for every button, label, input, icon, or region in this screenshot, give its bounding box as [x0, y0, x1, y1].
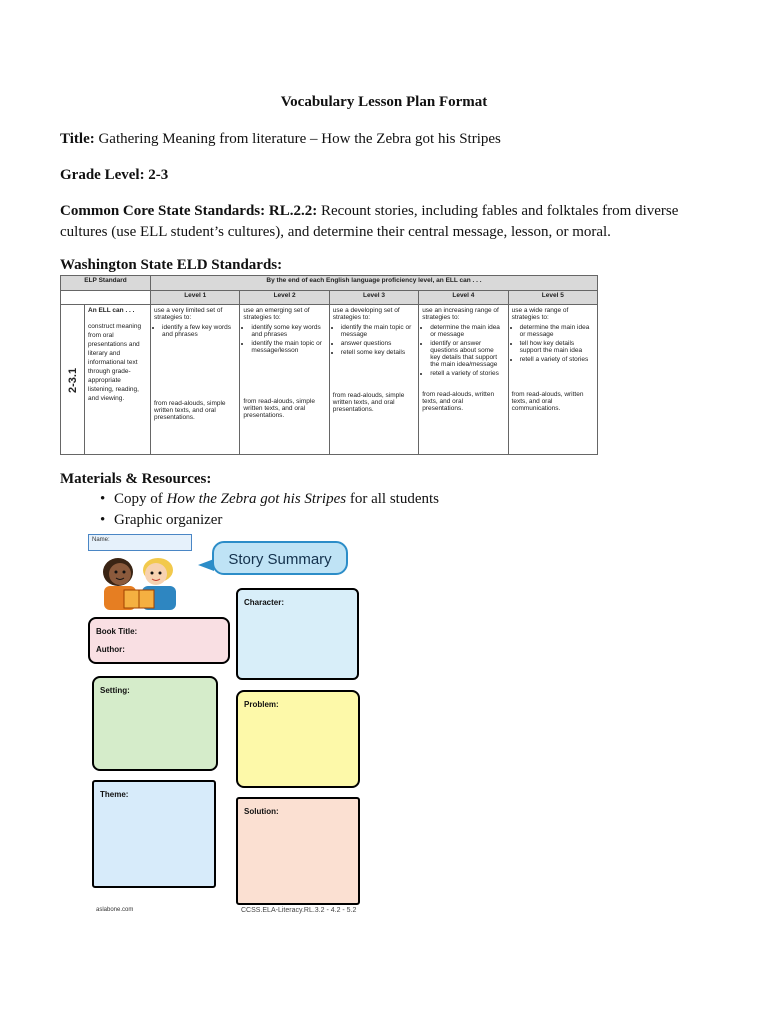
ccss-text: Recount stories, including fables and folktales from diverse cultures (use ELL student’s cultures), and determine their central message, lesson, or moral. — [60, 203, 679, 240]
level-3-intro: use a developing set of strategies to: — [332, 307, 400, 321]
ccss-label: Common Core State Standards: RL.2.2: — [60, 203, 318, 219]
level-5-footer: from read-alouds, written texts, and oral communications. — [511, 391, 584, 412]
materials-item — [100, 489, 439, 510]
kids-reading-icon — [98, 552, 184, 614]
eld-standards-table — [60, 275, 598, 455]
problem-box — [236, 690, 360, 788]
title-value: Gathering Meaning from literature – How the Zebra got his Stripes — [98, 131, 501, 147]
name-field: Name: — [88, 534, 192, 551]
standard-description-cell — [85, 305, 151, 455]
eld-heading: Washington State ELD Standards: — [60, 257, 283, 273]
materials-item-prefix: Copy of — [114, 491, 167, 507]
level-3-cell — [329, 305, 418, 455]
eld-header-right: By the end of each English language proficiency level, an ELL can . . . — [151, 276, 598, 291]
solution-box — [236, 797, 360, 905]
level-1-bullet: • identify a few key words and phrases — [162, 324, 236, 338]
author-label: Author: — [96, 645, 125, 654]
level-5-intro: use a wide range of strategies to: — [511, 307, 569, 321]
level-2-bullet: • identify some key words and phrases — [251, 324, 325, 338]
level-2-cell — [240, 305, 329, 455]
organizer-standard: CCSS.ELA-Literacy.RL.3.2 - 4.2 - 5.2 — [241, 907, 357, 914]
materials-item: • Graphic organizer — [100, 510, 439, 531]
problem-label: Problem: — [244, 700, 279, 709]
story-summary-bubble: Story Summary — [212, 541, 348, 575]
book-title-label: Book Title: — [96, 627, 138, 636]
solution-label: Solution: — [244, 807, 279, 816]
level-5-cell — [508, 305, 597, 455]
eld-blank — [61, 290, 151, 305]
level-4-bullet: • determine the main idea or message — [430, 324, 504, 338]
setting-box — [92, 676, 218, 771]
level-5-bullet: • determine the main idea or message — [520, 324, 594, 338]
document-title: Vocabulary Lesson Plan Format — [280, 94, 488, 110]
level-1-intro: use a very limited set of strategies to: — [154, 307, 223, 321]
standard-code: 2-3.1 — [61, 305, 85, 455]
level-2-bullet: • identify the main topic or message/lesson — [251, 340, 325, 354]
materials-heading: Materials & Resources: — [60, 471, 212, 487]
level-5-header: Level 5 — [508, 290, 597, 305]
materials-item-suffix: for all students — [346, 491, 439, 507]
level-1-cell — [151, 305, 240, 455]
level-3-header: Level 3 — [329, 290, 418, 305]
level-4-intro: use an increasing range of strategies to: — [422, 307, 499, 321]
level-3-bullet: • retell some key details — [341, 349, 415, 356]
standard-desc: construct meaning from oral presentations and literary and informational text through grade-appropriate listening, reading, and viewing. — [88, 323, 142, 402]
level-4-footer: from read-alouds, written texts, and oral presentations. — [422, 391, 495, 412]
character-label: Character: — [244, 598, 285, 607]
theme-label: Theme: — [100, 790, 129, 799]
title-label: Title: — [60, 131, 95, 147]
level-5-bullet: • retell a variety of stories — [520, 356, 594, 363]
level-1-footer: from read-alouds, simple written texts, and oral presentations. — [154, 400, 226, 421]
eld-header-left: ELP Standard — [61, 276, 151, 291]
level-3-footer: from read-alouds, simple written texts, and oral presentations. — [332, 392, 405, 413]
level-5-bullet: • tell how key details support the main idea — [520, 340, 594, 354]
level-4-header: Level 4 — [419, 290, 508, 305]
level-4-bullet: • identify or answer questions about some key details that support the main idea/message — [430, 340, 504, 368]
level-3-bullet: • answer questions — [341, 340, 415, 347]
level-2-header: Level 2 — [240, 290, 329, 305]
lesson-title-line — [60, 129, 501, 150]
materials-list — [100, 489, 439, 531]
grade-level: Grade Level: 2-3 — [60, 167, 169, 183]
organizer-source: aslabone.com — [96, 907, 134, 913]
standard-title: An ELL can . . . — [88, 307, 135, 314]
book-title-italic: How the Zebra got his Stripes — [166, 491, 347, 507]
level-3-bullet: • identify the main topic or message — [341, 324, 415, 338]
level-4-bullet: • retell a variety of stories — [430, 370, 504, 377]
book-title-box — [88, 617, 230, 664]
setting-label: Setting: — [100, 686, 130, 695]
level-2-intro: use an emerging set of strategies to: — [243, 307, 310, 321]
character-box — [236, 588, 359, 680]
theme-box — [92, 780, 216, 888]
level-2-footer: from read-alouds, simple written texts, and oral presentations. — [243, 398, 315, 419]
ccss-paragraph — [60, 201, 710, 243]
level-1-header: Level 1 — [151, 290, 240, 305]
level-4-cell — [419, 305, 508, 455]
